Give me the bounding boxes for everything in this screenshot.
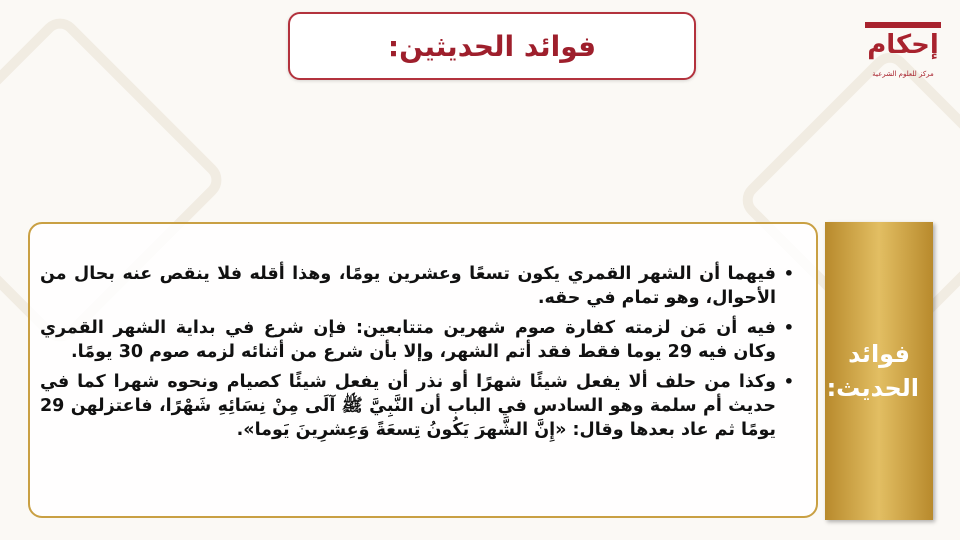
- logo-subtitle: مركز للعلوم الشرعية: [872, 70, 934, 78]
- side-label-box: [825, 222, 933, 520]
- list-item: • فيهما أن الشهر القمري يكون تسعًا وعشرين يومًا، وهذا أقله فلا ينقص عنه بحال من الأحوال، وهو تمام في حقه.: [40, 262, 794, 310]
- title-box: [288, 12, 696, 80]
- list-item: • فيه أن مَن لزمته كفارة صوم شهرين متتابعين: فإن شرع في بداية الشهر القمري وكان فيه 29 يوما فقط فقد أتم الشهر، وإلا بأن شرع من أثنائه لزمه صوم 30 يومًا.: [40, 316, 794, 364]
- points-list: [30, 224, 816, 442]
- side-label: فوائد الحديث:: [826, 340, 919, 402]
- logo-mark: إحكام: [865, 22, 941, 66]
- logo: [865, 22, 941, 78]
- page-title: فوائد الحديثين:: [387, 29, 597, 63]
- content-box: [28, 222, 818, 518]
- list-item: • وكذا من حلف ألا يفعل شيئًا شهرًا أو نذر أن يفعل شيئًا كصيام ونحوه شهرا كما في حديث أم سلمة وهو السادس في الباب أن النَّبِيَّ ﷺ آلَى مِنْ نِسَائِهِ شَهْرًا، فاعتزلهن 29 يومًا ثم عاد بعدها وقال: «إِنَّ الشَّهرَ يَكُونُ تِسعَةً وَعِشرِينَ يَوما».: [40, 370, 794, 442]
